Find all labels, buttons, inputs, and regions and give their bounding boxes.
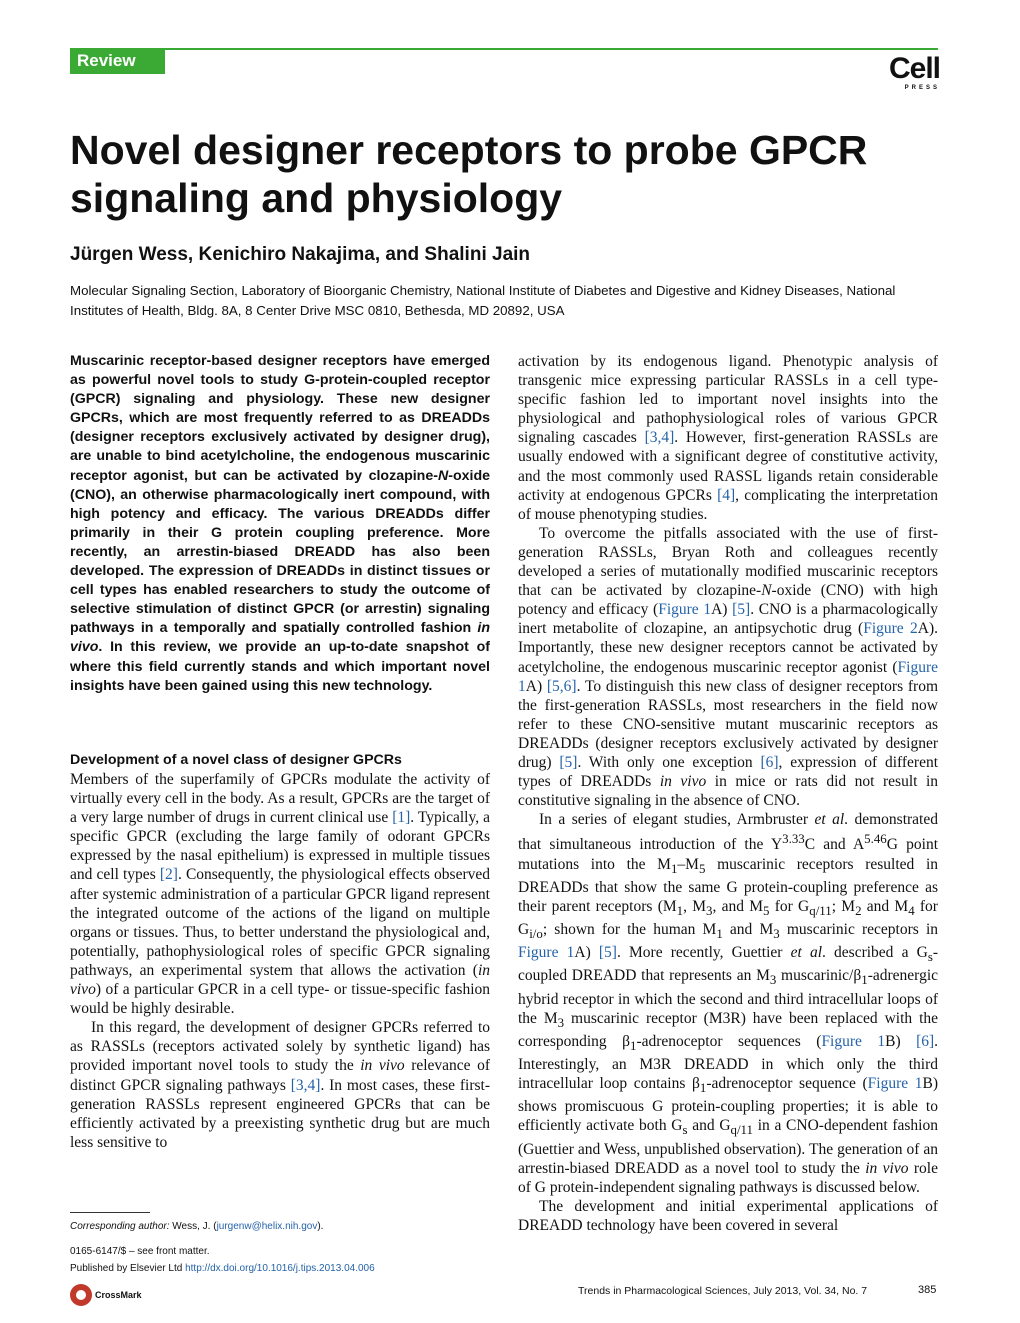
publisher-line: Published by Elsevier Ltd http://dx.doi.org/10.1016/j.tips.2013.04.006 [70, 1263, 375, 1274]
article-authors: Jürgen Wess, Kenichiro Nakajima, and Shalini Jain [70, 244, 531, 265]
email-link[interactable]: jurgenw@helix.nih.gov [216, 1221, 318, 1232]
figure-link[interactable]: Figure 2 [863, 620, 918, 638]
figure-link[interactable]: Figure 1 [518, 944, 575, 962]
right-column-body [518, 352, 938, 1235]
crossmark-label: CrossMark [95, 1290, 142, 1300]
figure-link[interactable]: Figure 1 [867, 1075, 923, 1093]
citation-link[interactable]: [3,4] [644, 429, 675, 447]
cell-press-logo [876, 54, 940, 91]
issn-line: 0165-6147/$ – see front matter. [70, 1246, 210, 1257]
article-title: Novel designer receptors to probe GPCR signaling and physiology [70, 127, 868, 221]
figure-link[interactable]: Figure 1 [518, 658, 938, 695]
doi-link[interactable]: http://dx.doi.org/10.1016/j.tips.2013.04.006 [185, 1263, 375, 1274]
figure-link[interactable]: Figure 1 [658, 601, 712, 619]
left-column-body [70, 770, 490, 1152]
paragraph: To overcome the pitfalls associated with the use of first-generation RASSLs, Bryan Roth and colleagues recently developed a series of mutationally modified muscarinic receptors that can be activated by clozapine-N-oxide (CNO) with high potency and efficacy (Figure 1A) [5]. CNO is a pharmacologically inert metabolite of clozapine, an antipsychotic drug (Figure 2A). Importantly, these new designer receptors cannot be activated by acetylcholine, the endogenous muscarinic receptor agonist (Figure 1A) [5,6]. To distinguish this new class of designer receptors from the first-generation RASSLs, most researchers in the field now refer to these CNO-sensitive mutant muscarinic receptors as DREADDs (designer receptors exclusively activated by designer drug) [5]. With only one exception [6], expression of different types of DREADDs in vivo in mice or rats did not result in constitutive signaling in the absence of CNO. [518, 524, 939, 810]
abstract: Muscarinic receptor-based designer receptors have emerged as powerful novel tools to study G-protein-coupled receptor (GPCR) signaling and physiology. These new designer GPCRs, which are most frequently referred to as DREADDs (designer receptors exclusively activated by designer drug), are unable to bind acetylcholine, the endogenous muscarinic receptor agonist, but can be activated by clozapine-N-oxide (CNO), an otherwise pharmacologically inert compound, with high potency and efficacy. The various DREADDs differ primarily in their G protein coupling preference. More recently, an arrestin-biased DREADD has also been developed. The expression of DREADDs in distinct tissues or cell types has enabled researchers to study the outcome of selective stimulation of distinct GPCR (or arrestin) signaling pathways in a temporally and spatially controlled fashion in vivo. In this review, we provide an up-to-date snapshot of where this field currently stands and which important novel insights have been gained using this new technology. [70, 353, 490, 694]
crossmark-badge[interactable] [70, 1284, 142, 1306]
section-heading: Development of a novel class of designer GPCRs [70, 752, 402, 768]
citation-link[interactable]: [1] [392, 809, 411, 827]
corresponding-author: Corresponding author: Wess, J. (jurgenw@helix.nih.gov). [70, 1221, 324, 1232]
citation-link[interactable]: [5] [598, 944, 617, 962]
paragraph: In this regard, the development of designer GPCRs referred to as RASSLs (receptors activated solely by synthetic ligand) has provided important novel tools to study the in vivo relevance of distinct GPCR signaling pathways [3,4]. In most cases, these first-generation RASSLs represent engineered GPCRs that can be efficiently activated by a preexisting synthetic drug but are much less sensitive to [70, 1019, 490, 1151]
footnote-rule [70, 1212, 150, 1213]
article-affiliation: Molecular Signaling Section, Laboratory of Bioorganic Chemistry, National Institute of Diabetes and Digestive and Kidney Diseases, National Institutes of Health, Bldg. 8A, 8 Center Drive MSC 0810, Bethesda, MD 20892, USA [70, 283, 896, 318]
citation-link[interactable]: [5] [559, 753, 578, 771]
citation-link[interactable]: [3,4] [290, 1076, 321, 1094]
figure-link[interactable]: Figure 1 [821, 1032, 886, 1050]
citation-link[interactable]: [4] [717, 486, 736, 504]
crossmark-icon [70, 1284, 92, 1306]
citation-link[interactable]: [6] [760, 753, 779, 771]
paragraph: The development and initial experimental applications of DREADD technology have been covered in several [518, 1197, 938, 1235]
page-number: 385 [918, 1284, 937, 1296]
footnotes [70, 1218, 490, 1277]
citation-link[interactable]: [2] [159, 866, 178, 884]
paragraph: Members of the superfamily of GPCRs modulate the activity of virtually every cell in the body. As a result, GPCRs are the target of a very large number of drugs in current clinical use [1]. Typically, a specific GPCR (excluding the large family of odorant GPCRs expressed by the nasal epithelium) is expressed in multiple tissues and cell types [2]. Consequently, the physiological effects observed after systemic administration of a particular GPCR ligand represent the integrated outcome of the actions of the ligand on multiple organs or tissues. Thus, to better understand the physiological and, potentially, pathophysiological roles of specific GPCR signaling pathways, an experimental system that allows the activation (in vivo) of a particular GPCR in a cell type- or tissue-specific fashion would be highly desirable. [70, 771, 490, 1018]
paragraph: In a series of elegant studies, Armbruster et al. demonstrated that simultaneous introduction of the $Y^{3.33}C$ and $A^{5.46}G$ point mutations into the $M_1-M_5$ muscarinic receptors resulted in DREADDs that show the same G protein-coupling preference as their parent receptors ($M_1$, $M_3$, and $M_5$ for $G_{q/11}$; $M_2$ and $M_4$ for $G_{i/o}$; shown for the human $M_1$ and $M_3$ muscarinic receptors in Figure 1A) [5]. More recently, Guettier et al. described a $G_s$-coupled DREADD that represents an $M_3$ muscarinic/$\beta_1$-adrenergic hybrid receptor in which the second and third intracellular loops of the $M_3$ muscarinic receptor (M3R) have been replaced with the corresponding $\beta_1$-adrenoceptor sequences (Figure 1B) [6]. Interestingly, an M3R DREADD in which only the third intracellular loop contains $\beta_1$-adrenoceptor sequence (Figure 1B) shows promiscuous G protein-coupling properties; it is able to efficiently activate both $G_s$ and $G_{q/11}$ in a CNO-dependent fashion (Guettier and Wess, unpublished observation). The generation of an arrestin-biased DREADD as a novel tool to study the in vivo role of G protein-independent signaling pathways is discussed below. [518, 811, 939, 1196]
journal-citation: Trends in Pharmacological Sciences, July 2013, Vol. 34, No. 7 [578, 1285, 868, 1297]
paragraph: activation by its endogenous ligand. Phenotypic analysis of transgenic mice expressing particular RASSLs in a cell type-specific fashion led to important novel insights into the physiological and pathophysiological roles of various GPCR signaling cascades [3,4]. However, first-generation RASSLs are usually endowed with a significant degree of constitutive activity, and the most commonly used RASSL ligands retain considerable activity at endogenous GPCRs [4], complicating the interpretation of mouse phenotyping studies. [518, 353, 938, 523]
citation-link[interactable]: [5,6] [546, 677, 577, 695]
cell-logo-press: PRESS [904, 85, 940, 91]
cell-logo-word: Cell [888, 52, 940, 85]
citation-link[interactable]: [5] [732, 601, 751, 619]
section-label: Review [70, 48, 165, 74]
citation-link[interactable]: [6] [916, 1032, 935, 1050]
header-rule [70, 48, 938, 50]
